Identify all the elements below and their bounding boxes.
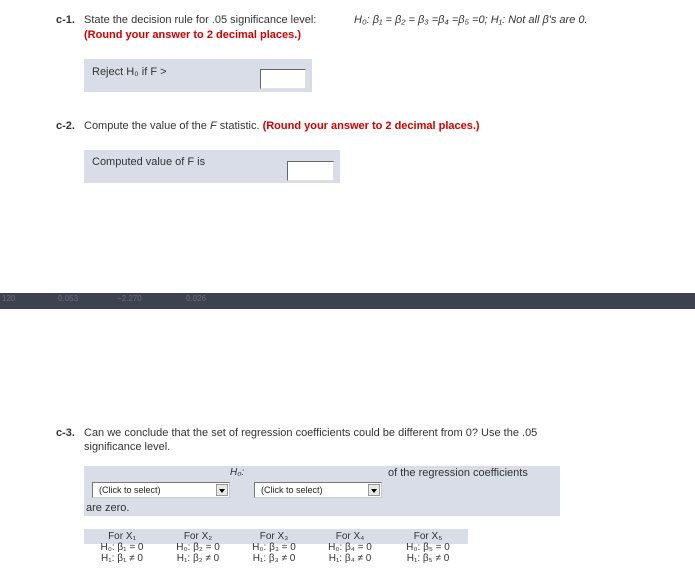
select1-value: (Click to select) [99, 485, 161, 495]
hypothesis-column-3 [236, 531, 312, 564]
hypothesis-column-1 [84, 531, 160, 564]
obscured-table-band [0, 293, 695, 309]
c3-tail: are zero. [86, 502, 130, 514]
hypothesis-h0: H₀: β₂ = 0 [176, 542, 220, 553]
conclusion-select-2[interactable] [254, 482, 382, 498]
hypothesis-h1: H₁: β₁ ≠ 0 [101, 553, 143, 564]
h0-label: H₀: [230, 467, 245, 478]
hypothesis-h1: H₁: β₄ ≠ 0 [328, 553, 372, 564]
band-value-4: 0.026 [186, 294, 207, 303]
reject-f-input[interactable] [260, 69, 306, 89]
band-value-2: 0.053 [58, 294, 79, 303]
c3-answer-panel [84, 466, 560, 516]
c3-question-line1: Can we conclude that the set of regression coefficients could be different from 0? Use the .05 [84, 427, 538, 439]
hypothesis-column-4 [312, 531, 388, 564]
hypothesis-h1: H₁: β₂ ≠ 0 [176, 553, 220, 564]
c2-instruction: (Round your answer to 2 decimal places.) [262, 120, 480, 132]
hypothesis-h0: H₀: β₅ = 0 [406, 542, 450, 553]
select2-value: (Click to select) [261, 485, 323, 495]
c3-number: c-3. [56, 427, 75, 439]
hypothesis-header: For X₄ [335, 531, 365, 542]
band-value-3: −2.270 [117, 294, 142, 303]
chevron-down-icon[interactable] [216, 484, 228, 496]
f-statistic-input[interactable] [287, 161, 334, 181]
c2-answer-label: Computed value of F is [92, 156, 206, 168]
hypothesis-h1: H₁: β₃ ≠ 0 [252, 553, 296, 564]
hypothesis-h1: H₁: β₅ ≠ 0 [406, 553, 450, 564]
hypothesis-h0: H₀: β₃ = 0 [252, 542, 296, 553]
c1-hypothesis: H₀: β₁ = β₂ = β₃ =β₄ =β₅ =0; H₁: Not all β's are 0. [354, 14, 588, 26]
hypothesis-h0: H₀: β₄ = 0 [328, 542, 372, 553]
c1-answer-panel [84, 59, 312, 92]
hypothesis-header: For X₃ [259, 531, 289, 542]
c3-question-line2: significance level. [84, 441, 171, 453]
hypothesis-header: For X₁ [108, 531, 136, 542]
c2-question-var: F [209, 120, 217, 132]
c3-suffix: of the regression coefficients [388, 467, 528, 479]
c2-question-pre: Compute the value of the [84, 120, 207, 132]
c2-answer-panel [84, 150, 340, 183]
c2-question [84, 120, 480, 132]
band-value-1: 120 [2, 294, 16, 303]
c2-number: c-2. [56, 120, 75, 132]
conclusion-select-1[interactable] [92, 482, 230, 498]
hypothesis-header: For X₅ [413, 531, 443, 542]
c1-number: c-1. [56, 14, 75, 26]
c1-instruction: (Round your answer to 2 decimal places.) [84, 29, 301, 41]
c1-answer-label: Reject H₀ if F > [92, 66, 167, 78]
hypothesis-column-5 [388, 531, 468, 564]
hypothesis-h0: H₀: β₁ = 0 [100, 542, 144, 553]
c2-question-post: statistic. [219, 120, 260, 132]
hypothesis-column-2 [160, 531, 236, 564]
chevron-down-icon[interactable] [368, 484, 380, 496]
hypothesis-header: For X₂ [183, 531, 213, 542]
c1-question: State the decision rule for .05 significance level: [84, 14, 317, 26]
